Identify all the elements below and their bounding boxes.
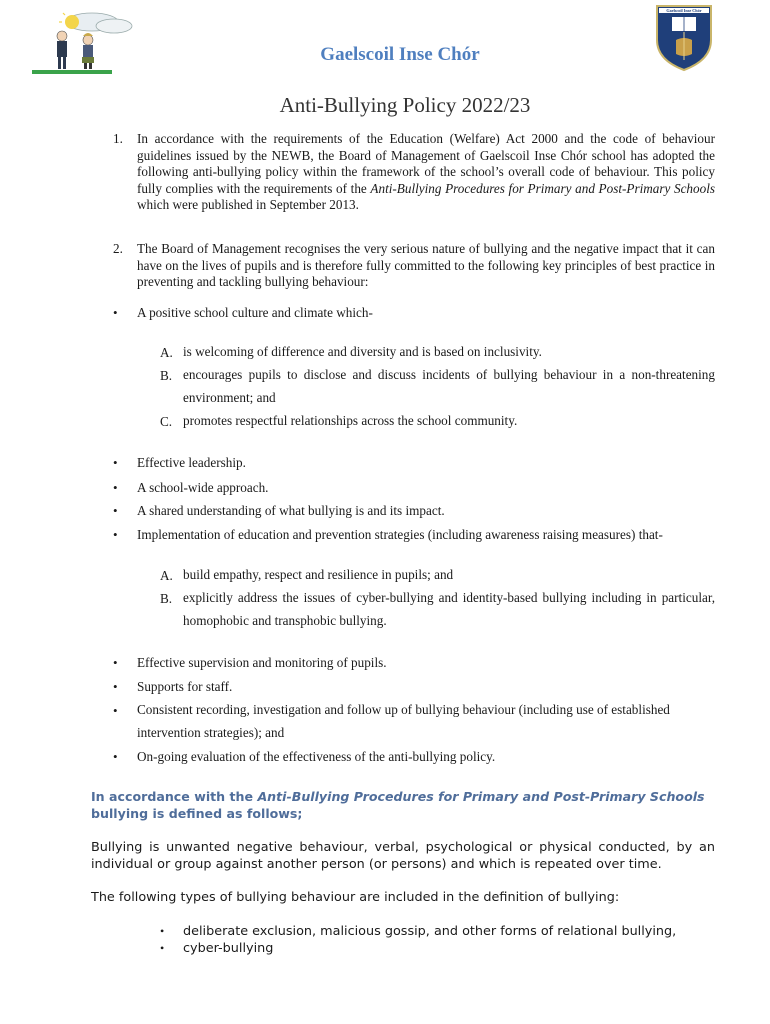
school-crest-icon <box>654 2 714 72</box>
sub-letter: A. <box>160 345 173 360</box>
definition-heading-start: In accordance with the <box>91 789 258 804</box>
bullet-icon: • <box>113 655 118 670</box>
list-number: 2. <box>113 241 123 256</box>
bullet-icon: • <box>113 480 118 495</box>
sub-item: encourages pupils to disclose and discuss incidents of bullying behaviour in a non-threatening environment; and <box>183 367 715 405</box>
school-name: Gaelscoil Inse Chór <box>320 44 480 65</box>
page-header <box>0 0 770 80</box>
document-title: Anti-Bullying Policy 2022/23 <box>279 93 531 117</box>
sub-item: promotes respectful relationships across the school community. <box>183 413 518 428</box>
definition-heading-end: bullying is defined as follows; <box>91 805 303 821</box>
principle-culture: A positive school culture and climate which- <box>137 305 373 320</box>
principle-approach: A school-wide approach. <box>137 480 269 495</box>
procedures-title: Anti-Bullying Procedures for Primary and Post-Primary Schools <box>370 180 715 196</box>
paragraph-1 <box>137 131 715 214</box>
sub-letter: C. <box>160 414 173 429</box>
definition-heading-procedures: Anti-Bullying Procedures for Primary and Post-Primary Schools <box>257 789 705 804</box>
types-intro: The following types of bullying behaviour are included in the definition of bullying: <box>91 890 620 905</box>
sub-letter: B. <box>160 368 173 383</box>
bullet-icon: • <box>113 305 118 320</box>
paragraph-1-text: In accordance with the requirements of the Education (Welfare) Act 2000 and the code of behaviour guidelines issued by the NEWB, the Board of Management of Gaelscoil Inse Chór school has adopted the following anti-bullying policy within the framework of the school’s overall code of behaviour. This policy fully complies with the requirements of the <box>137 131 715 196</box>
bullet-icon: • <box>113 503 118 518</box>
bullet-icon: • <box>160 924 165 938</box>
bullet-icon: • <box>160 941 165 955</box>
sub-letter: A. <box>160 568 173 583</box>
bullet-icon: • <box>113 527 118 542</box>
sub-item: is welcoming of difference and diversity and is based on inclusivity. <box>183 344 542 359</box>
principle-recording: Consistent recording, investigation and follow up of bullying behaviour (including use of established intervention strategies); and <box>137 702 670 740</box>
principle-understanding: A shared understanding of what bullying is and its impact. <box>137 503 445 518</box>
paragraph-2: The Board of Management recognises the very serious nature of bullying and the negative impact that it can have on the lives of pupils and is therefore fully committed to the following key principles of best practice in preventing and tackling bullying behaviour: <box>137 241 715 289</box>
sub-letter: B. <box>160 591 173 606</box>
bullying-type: deliberate exclusion, malicious gossip, and other forms of relational bullying, <box>183 924 677 939</box>
bullet-icon: • <box>113 749 118 764</box>
bullet-icon: • <box>113 703 118 718</box>
principle-supports: Supports for staff. <box>137 679 233 694</box>
principle-implementation: Implementation of education and prevention strategies (including awareness raising measures) that- <box>137 527 663 542</box>
principle-leadership: Effective leadership. <box>137 455 246 470</box>
principle-supervision: Effective supervision and monitoring of pupils. <box>137 655 387 670</box>
definition-heading <box>91 789 715 822</box>
bullet-icon: • <box>113 679 118 694</box>
sub-item: build empathy, respect and resilience in pupils; and <box>183 567 454 582</box>
bullying-type: cyber-bullying <box>183 941 274 956</box>
bullet-icon: • <box>113 455 118 470</box>
paragraph-1-end: which were published in September 2013. <box>137 197 359 212</box>
bullying-definition: Bullying is unwanted negative behaviour, verbal, psychological or physical conducted, by an individual or group against another person (or persons) and which is repeated over time. <box>91 840 715 872</box>
crest-banner-text: Gaelscoil Inse Chór <box>666 8 702 14</box>
sub-item: explicitly address the issues of cyber-bullying and identity-based bullying including in particular, homophobic and transphobic bullying. <box>183 590 715 628</box>
list-number: 1. <box>113 131 123 146</box>
principle-evaluation: On-going evaluation of the effectiveness of the anti-bullying policy. <box>137 749 496 764</box>
